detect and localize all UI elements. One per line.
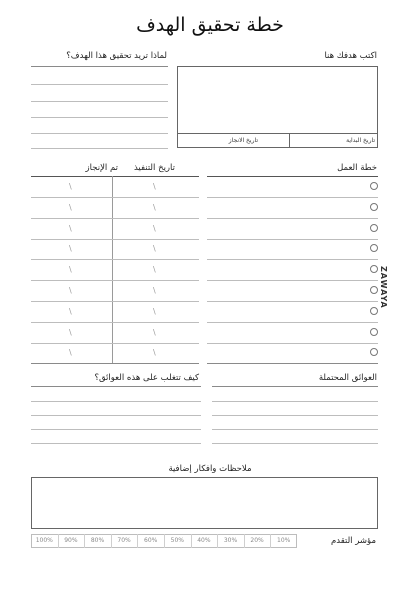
progress-cell-100[interactable]: 100% xyxy=(35,537,53,544)
date-slash[interactable]: \ xyxy=(153,203,156,212)
notes-box[interactable] xyxy=(31,477,378,529)
checkbox-circle-icon[interactable] xyxy=(370,348,378,356)
why-line[interactable] xyxy=(31,84,168,85)
checkbox-circle-icon[interactable] xyxy=(370,307,378,315)
obstacle-line[interactable] xyxy=(212,429,378,430)
table-row xyxy=(31,218,199,219)
progress-cell-20[interactable]: 20% xyxy=(250,537,264,544)
plan-line[interactable] xyxy=(207,363,378,364)
plan-line[interactable] xyxy=(207,343,378,344)
goal-date-divider xyxy=(177,133,378,134)
achievement-date-label: تاريخ الانجاز xyxy=(228,137,258,144)
why-line[interactable] xyxy=(31,101,168,102)
action-plan-label: خطة العمل xyxy=(337,163,377,173)
progress-cell-90[interactable]: 90% xyxy=(64,537,78,544)
checkbox-circle-icon[interactable] xyxy=(370,182,378,190)
date-slash[interactable]: \ xyxy=(153,286,156,295)
why-line[interactable] xyxy=(31,66,168,67)
why-line[interactable] xyxy=(31,133,168,134)
done-slash[interactable]: \ xyxy=(69,286,72,295)
date-slash[interactable]: \ xyxy=(153,328,156,337)
done-slash[interactable]: \ xyxy=(69,203,72,212)
table-row xyxy=(31,197,199,198)
start-date-label: تاريخ البداية xyxy=(346,137,375,144)
overcome-line[interactable] xyxy=(31,443,201,444)
obstacle-line[interactable] xyxy=(212,401,378,402)
table-column-divider xyxy=(112,176,113,363)
plan-line[interactable] xyxy=(207,218,378,219)
checkbox-circle-icon[interactable] xyxy=(370,286,378,294)
checkbox-circle-icon[interactable] xyxy=(370,328,378,336)
plan-line[interactable] xyxy=(207,259,378,260)
checkbox-circle-icon[interactable] xyxy=(370,244,378,252)
date-slash[interactable]: \ xyxy=(153,265,156,274)
plan-line[interactable] xyxy=(207,301,378,302)
table-row xyxy=(31,322,199,323)
why-line[interactable] xyxy=(31,148,168,149)
checkbox-circle-icon[interactable] xyxy=(370,265,378,273)
overcome-line[interactable] xyxy=(31,429,201,430)
overcome-label: كيف تتغلب على هذه العوائق؟ xyxy=(94,373,199,383)
overcome-line[interactable] xyxy=(31,415,201,416)
table-header-line xyxy=(31,176,199,177)
why-label: لماذا تريد تحقيق هذا الهدف؟ xyxy=(66,51,167,61)
goal-box[interactable] xyxy=(177,66,378,148)
brand-logo: ZAWAYA xyxy=(379,266,388,309)
done-slash[interactable]: \ xyxy=(69,224,72,233)
checkbox-circle-icon[interactable] xyxy=(370,203,378,211)
obstacle-line[interactable] xyxy=(212,415,378,416)
page-title: خطة تحقيق الهدف xyxy=(136,14,284,36)
done-slash[interactable]: \ xyxy=(69,328,72,337)
done-slash[interactable]: \ xyxy=(69,182,72,191)
plan-line[interactable] xyxy=(207,197,378,198)
table-row xyxy=(31,239,199,240)
progress-cell-30[interactable]: 30% xyxy=(223,537,238,544)
checkbox-circle-icon[interactable] xyxy=(370,224,378,232)
progress-cell-10[interactable]: 10% xyxy=(277,537,291,544)
table-row xyxy=(31,343,199,344)
goal-label: اكتب هدفك هنا xyxy=(324,51,377,61)
progress-cell-60[interactable]: 60% xyxy=(144,537,158,544)
obstacle-line[interactable] xyxy=(212,443,378,444)
col-done: تم الإنجاز xyxy=(85,163,118,173)
obstacles-label: العوائق المحتملة xyxy=(318,373,377,383)
why-line[interactable] xyxy=(31,117,168,118)
notes-label: ملاحظات وافكار إضافية xyxy=(168,464,252,474)
progress-cell-70[interactable]: 70% xyxy=(117,537,131,544)
table-row xyxy=(31,280,199,281)
overcome-line[interactable] xyxy=(31,401,201,402)
date-slash[interactable]: \ xyxy=(153,244,156,253)
obstacle-line[interactable] xyxy=(212,386,378,387)
progress-label: مؤشر التقدم xyxy=(331,536,376,546)
plan-header-line xyxy=(207,176,378,177)
done-slash[interactable]: \ xyxy=(69,348,72,357)
date-slash[interactable]: \ xyxy=(153,224,156,233)
progress-cell-50[interactable]: 50% xyxy=(170,537,184,544)
done-slash[interactable]: \ xyxy=(69,265,72,274)
overcome-line[interactable] xyxy=(31,386,201,387)
date-slash[interactable]: \ xyxy=(153,182,156,191)
plan-line[interactable] xyxy=(207,239,378,240)
table-row xyxy=(31,301,199,302)
plan-line[interactable] xyxy=(207,322,378,323)
done-slash[interactable]: \ xyxy=(69,307,72,316)
table-row xyxy=(31,259,199,260)
col-execution-date: تاريخ التنفيذ xyxy=(133,163,175,173)
goal-date-separator xyxy=(289,133,290,148)
date-slash[interactable]: \ xyxy=(153,307,156,316)
done-slash[interactable]: \ xyxy=(69,244,72,253)
progress-cell-40[interactable]: 40% xyxy=(197,537,211,544)
progress-cell-80[interactable]: 80% xyxy=(90,537,105,544)
date-slash[interactable]: \ xyxy=(153,348,156,357)
table-row xyxy=(31,363,199,364)
plan-line[interactable] xyxy=(207,280,378,281)
